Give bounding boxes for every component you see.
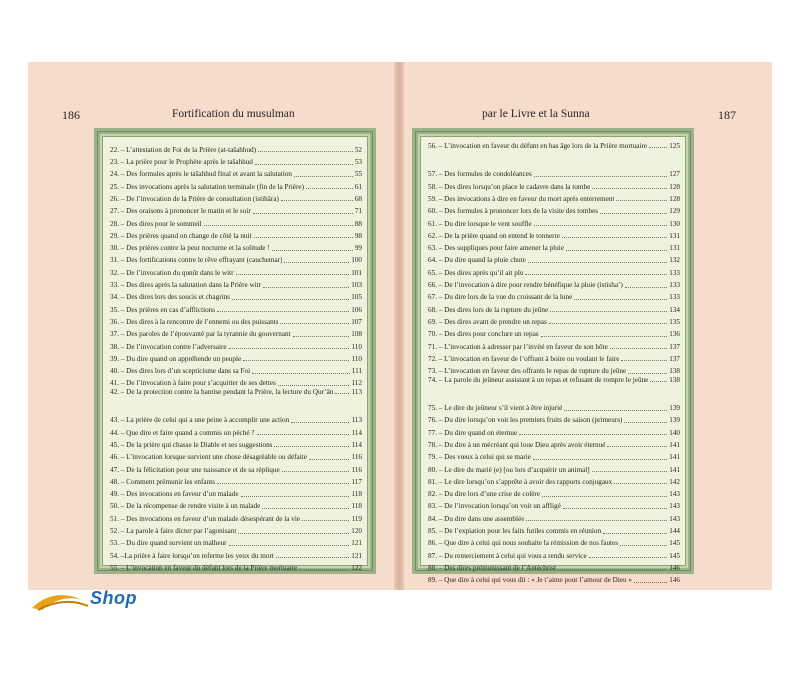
toc-entry-page: 138 [669, 367, 680, 376]
toc-leader-dots [542, 496, 667, 497]
toc-entry-page: 140 [669, 428, 680, 437]
toc-leader-dots [255, 164, 353, 165]
toc-entry [428, 536, 680, 548]
toc-entry-page: 141 [669, 465, 680, 474]
toc-entry-page: 106 [351, 305, 362, 314]
toc-leader-dots [294, 176, 353, 177]
toc-entry-page: 121 [351, 539, 362, 548]
toc-entry-page: 127 [669, 170, 680, 179]
toc-entry-title: 61. – Du dire lorsque le vent souffle [428, 219, 532, 228]
toc-entry-page: 143 [669, 502, 680, 511]
toc-entry-title: 31. – Des fortifications contre le rêve effrayant (cauchemar) [110, 256, 283, 265]
toc-entry-title: 86. – Que dire à celui qui nous souhaite la rémission de nos fautes [428, 539, 619, 548]
toc-entry-page: 145 [669, 551, 680, 560]
toc-entry [428, 376, 680, 401]
toc-entry [428, 511, 680, 523]
toc-leader-dots [607, 446, 667, 447]
toc-entry [110, 548, 362, 560]
toc-entry-title: 53. – Du dire quand survient un malheur [110, 539, 227, 548]
toc-entry [428, 290, 680, 302]
toc-leader-dots [566, 250, 667, 251]
toc-leader-dots [616, 200, 667, 201]
toc-entry [110, 142, 362, 154]
toc-entry-title: 39. – Du dire quand on appréhende un peuple [110, 354, 242, 363]
toc-entry-page: 114 [351, 440, 362, 449]
toc-leader-dots [274, 446, 349, 447]
toc-entry-page: 114 [351, 428, 362, 437]
toc-entry-title: 54. –La prière à faire lorsqu’on referme les yeux du mort [110, 551, 274, 560]
toc-entry-title: 44. – Que dire et faire quand a commis un péché ? [110, 428, 255, 437]
toc-leader-dots [241, 496, 350, 497]
toc-entry-page: 122 [351, 563, 362, 572]
toc-leader-dots [232, 299, 349, 300]
toc-entry-page: 130 [669, 219, 680, 228]
toc-entry-page: 116 [351, 453, 362, 462]
toc-leader-dots [526, 520, 667, 521]
toc-entry-title: 56. – L’invocation en faveur du défunt en bas âge lors de la Prière mortuaire [428, 142, 648, 150]
toc-entry-page: 112 [351, 379, 362, 388]
toc-entry [428, 265, 680, 277]
toc-entry-page: 136 [669, 330, 680, 339]
toc-leader-dots [282, 471, 350, 472]
toc-leader-dots [217, 483, 349, 484]
toc-entry-page: 99 [354, 244, 362, 253]
toc-leader-dots [238, 533, 349, 534]
toc-entry-page: 141 [669, 453, 680, 462]
toc-entry-page: 117 [351, 477, 362, 486]
toc-entry-title: 37. – Des paroles de l’épouvanté par la tyrannie du gouvernant [110, 330, 291, 339]
toc-entry-page: 118 [351, 502, 362, 511]
left-page-number: 186 [62, 108, 80, 122]
toc-leader-dots [603, 533, 667, 534]
toc-entry [110, 179, 362, 191]
toc-entry-title: 42. – De la protection contre la hantise pendant la Prière, la lecture du Qur’ân [110, 387, 334, 396]
toc-entry [428, 216, 680, 228]
toc-entry [428, 400, 680, 412]
toc-entry [110, 314, 362, 326]
toc-leader-dots [562, 237, 667, 238]
toc-entry [428, 462, 680, 474]
toc-entry-page: 103 [351, 281, 362, 290]
toc-leader-dots [589, 557, 668, 558]
toc-leader-dots [564, 410, 667, 411]
toc-entry-title: 88. – Des dires prémunissant de l’Antéchrist [428, 563, 556, 572]
toc-leader-dots [253, 213, 353, 214]
toc-entry-page: 131 [669, 231, 680, 240]
toc-entry-page: 120 [351, 527, 362, 536]
toc-entry [110, 216, 362, 228]
toc-entry-title: 27. – Des oraisons à prononcer le matin et le soir [110, 207, 251, 216]
toc-entry-title: 75. – Le dire du jeûneur s’il vient à être injurié [428, 404, 563, 413]
toc-leader-dots [258, 151, 353, 152]
toc-entry-page: 119 [351, 514, 362, 523]
toc-entry [428, 572, 680, 584]
toc-entry [428, 351, 680, 363]
toc-entry [428, 474, 680, 486]
toc-entry [428, 413, 680, 425]
toc-leader-dots [276, 557, 349, 558]
toc-entry-page: 137 [669, 342, 680, 351]
toc-entry-title: 49. – Des invocations en faveur d’un malade [110, 490, 239, 499]
toc-entry [428, 363, 680, 375]
toc-leader-dots [262, 508, 349, 509]
toc-entry-page: 113 [351, 387, 362, 396]
toc-entry-title: 28. – Des dires pour le sommeil [110, 219, 202, 228]
toc-entry [428, 523, 680, 535]
toc-leader-dots [229, 545, 350, 546]
toc-entry [110, 302, 362, 314]
toc-entry-page: 68 [354, 195, 362, 203]
toc-entry-page: 55 [354, 170, 362, 179]
toc-leader-dots [592, 188, 667, 189]
toc-leader-dots [610, 348, 667, 349]
toc-entry-title: 89. – Que dire à celui qui vous dit : « Je t’aime pour l’amour de Dieu » [428, 576, 632, 585]
toc-leader-dots [278, 385, 350, 386]
toc-leader-dots [549, 323, 667, 324]
toc-entry-page: 71 [354, 207, 362, 216]
toc-entry-title: 22. – L’attestation de Foi de la Prière (at-tašahhud) [110, 145, 257, 154]
shop-logo-text: Shop [90, 588, 137, 608]
toc-entry [110, 425, 362, 437]
toc-leader-dots [600, 213, 667, 214]
toc-entry-title: 52. – La parole à faire dicter par l’agonisant [110, 527, 237, 536]
toc-entry-page: 137 [669, 354, 680, 363]
toc-entry-page: 133 [669, 268, 680, 277]
toc-entry-page: 146 [669, 576, 680, 585]
toc-entry-page: 142 [669, 477, 680, 486]
toc-entry-title: 68. – Des dires lors de la rupture du jeûne [428, 305, 549, 314]
toc-entry-page: 52 [354, 145, 362, 154]
toc-leader-dots [291, 422, 349, 423]
toc-entry [428, 240, 680, 252]
toc-entry [110, 511, 362, 523]
toc-entry-page: 121 [351, 551, 362, 560]
toc-leader-dots [628, 373, 667, 374]
toc-entry-title: 25. – Des invocations après la salutation terminale (fin de la Prière) [110, 182, 304, 191]
toc-leader-dots [299, 569, 349, 570]
toc-entry [110, 351, 362, 363]
toc-entry-page: 131 [669, 244, 680, 253]
right-running-title: par le Livre et la Sunna [482, 108, 590, 120]
toc-entry [428, 560, 680, 572]
toc-entry-page: 125 [669, 142, 680, 150]
toc-entry-title: 67. – Du dire lors de la vue du croissant de la lune [428, 293, 573, 302]
toc-leader-dots [634, 582, 667, 583]
left-running-title: Fortification du musulman [172, 108, 295, 120]
toc-leader-dots [281, 200, 353, 201]
toc-entry-title: 85. – De l’expiation pour les faits futiles commis en réunion [428, 527, 602, 536]
toc-entry-page: 61 [354, 182, 362, 191]
toc-entry-page: 134 [669, 305, 680, 314]
right-toc-list [428, 142, 680, 585]
toc-entry [428, 326, 680, 338]
toc-entry-title: 84. – Du dire dans une assemblée [428, 514, 525, 523]
toc-entry-title: 62. – De la prière quand on entend le tonnerre [428, 231, 561, 240]
toc-entry-page: 143 [669, 490, 680, 499]
toc-entry-title: 60. – Des formules à prononcer lors de la visite des tombes [428, 207, 599, 216]
toc-entry [110, 462, 362, 474]
toc-entry-title: 29. – Des prières quand on change de côté la nuit [110, 231, 252, 240]
toc-entry-title: 77. – Du dire quand on éternue [428, 428, 518, 437]
toc-entry-title: 50. – De la récompense de rendre visite à un malade [110, 502, 261, 511]
toc-entry [110, 228, 362, 240]
toc-leader-dots [614, 483, 667, 484]
toc-entry-page: 107 [351, 317, 362, 326]
toc-entry [110, 167, 362, 179]
toc-entry [428, 339, 680, 351]
toc-entry-page: 141 [669, 440, 680, 449]
toc-entry-title: 74. – La parole du jeûneur assistant à un repas et refusant de rompre le jeûne [428, 375, 649, 384]
toc-entry [428, 314, 680, 326]
toc-leader-dots [525, 274, 667, 275]
right-page-number: 187 [718, 108, 736, 122]
toc-entry-title: 78. – Du dire à un mécréant qui loue Dieu après avoir éternué [428, 440, 606, 449]
toc-entry-title: 33. – Des dires après la salutation dans la Prière witr [110, 281, 262, 290]
toc-leader-dots [574, 299, 667, 300]
toc-leader-dots [252, 373, 350, 374]
toc-leader-dots [558, 569, 667, 570]
toc-entry-page: 128 [669, 182, 680, 191]
toc-leader-dots [620, 545, 667, 546]
toc-leader-dots [541, 336, 668, 337]
toc-entry [110, 326, 362, 338]
toc-entry [428, 302, 680, 314]
toc-entry [110, 499, 362, 511]
toc-entry-page: 129 [669, 207, 680, 216]
toc-entry-title: 64. – Du dire quand la pluie chute [428, 256, 526, 265]
toc-leader-dots [519, 434, 667, 435]
toc-entry [428, 486, 680, 498]
toc-entry-page: 100 [351, 256, 362, 265]
toc-leader-dots [236, 274, 350, 275]
toc-entry-page: 105 [351, 293, 362, 302]
toc-entry-page: 116 [351, 465, 362, 474]
book-spine [394, 62, 404, 590]
toc-leader-dots [243, 360, 349, 361]
toc-leader-dots [533, 459, 667, 460]
toc-entry-title: 43. – La prière de celui qui a une peine à accomplir une action [110, 416, 290, 425]
toc-entry-title: 72. – L’invocation en faveur de l’offrant à boire ou voulant le faire [428, 354, 620, 363]
toc-entry-title: 57. – Des formules de condoléances [428, 170, 532, 179]
toc-entry-title: 71. – L’invocation à adresser par l’invité en faveur de son hôte [428, 342, 608, 351]
toc-entry [428, 228, 680, 240]
toc-entry-title: 66. – De l’invocation à dire pour rendre bénéfique la pluie (istisha’) [428, 281, 623, 290]
toc-leader-dots [254, 237, 353, 238]
right-toc-frame [412, 128, 694, 585]
toc-leader-dots [263, 287, 349, 288]
toc-entry [110, 413, 362, 425]
toc-entry-title: 35. – Des prières en cas d’afflictions [110, 305, 216, 314]
toc-entry-page: 132 [669, 256, 680, 265]
toc-entry [110, 290, 362, 302]
toc-entry-title: 23. – La prière pour le Prophète après le tašahhud [110, 158, 253, 167]
toc-entry [428, 191, 680, 203]
toc-entry [110, 536, 362, 548]
toc-entry-title: 47. – De la félicitation pour une naissance et de sa réplique [110, 465, 280, 474]
toc-entry-title: 69. – Des dires avant de prendre un repas [428, 317, 547, 326]
toc-entry [428, 179, 680, 191]
toc-entry-title: 26. – De l’invocation de la Prière de consultation (istihâra) [110, 195, 279, 203]
toc-entry [428, 277, 680, 289]
toc-entry [110, 486, 362, 498]
toc-entry-title: 41. – De l’invocation à faire pour s’acquitter de ses dettes [110, 379, 276, 388]
toc-leader-dots [649, 147, 667, 148]
toc-leader-dots [204, 225, 353, 226]
toc-entry [110, 154, 362, 166]
toc-entry [110, 265, 362, 277]
toc-leader-dots [257, 434, 350, 435]
toc-entry-page: 135 [669, 317, 680, 326]
toc-entry-page: 101 [351, 268, 362, 277]
toc-entry [428, 548, 680, 560]
toc-entry-title: 82. – Du dire lors d’une crise de colère [428, 490, 540, 499]
toc-entry-title: 81. – Le dire lorsqu’on s’apprête à avoir des rapports conjugaux [428, 477, 613, 486]
toc-leader-dots [625, 287, 667, 288]
toc-leader-dots [280, 323, 349, 324]
toc-entry-title: 38. – De l’invocation contre l’adversaire [110, 342, 227, 351]
toc-entry [428, 167, 680, 179]
toc-entry-title: 48. – Comment prémunir les enfants [110, 477, 215, 486]
toc-entry-page: 110 [351, 354, 362, 363]
toc-entry-page: 108 [351, 330, 362, 339]
toc-entry-title: 45. – De la prière qui chasse le Diable et ses suggestions [110, 440, 273, 449]
toc-entry-page: 146 [669, 563, 680, 572]
toc-entry-page: 113 [351, 416, 362, 425]
toc-entry [110, 437, 362, 449]
toc-entry-title: 32. – De l’invocation du qunût dans le witr [110, 268, 234, 277]
toc-entry [428, 499, 680, 511]
toc-entry [428, 449, 680, 461]
toc-entry-title: 51. – Des invocations en faveur d’un malade désespérant de la vie [110, 514, 301, 523]
toc-entry-page: 53 [354, 158, 362, 167]
toc-entry-page: 98 [354, 231, 362, 240]
toc-entry [428, 142, 680, 167]
toc-entry-title: 70. – Des dires pour conclure un repas [428, 330, 539, 339]
toc-leader-dots [621, 360, 667, 361]
toc-entry-page: 138 [669, 375, 680, 384]
toc-leader-dots [306, 188, 353, 189]
toc-entry-page: 133 [669, 281, 680, 290]
toc-entry-title: 59. – Des invocations à dire en faveur du mort après enterrement [428, 195, 615, 203]
toc-entry-page: 139 [669, 416, 680, 425]
toc-entry [110, 277, 362, 289]
toc-entry [110, 191, 362, 203]
toc-entry [428, 203, 680, 215]
toc-leader-dots [229, 348, 350, 349]
toc-leader-dots [217, 311, 349, 312]
toc-entry-page: 143 [669, 514, 680, 523]
toc-leader-dots [592, 471, 668, 472]
toc-entry-page: 110 [351, 342, 362, 351]
toc-entry-page: 144 [669, 527, 680, 536]
toc-entry-title: 34. – Des dires lors des soucis et chagrins [110, 293, 230, 302]
toc-entry-title: 40. – Des dires lors d’un scepticisme dans sa Foi [110, 367, 251, 376]
toc-leader-dots [534, 225, 668, 226]
toc-leader-dots [335, 393, 349, 394]
toc-leader-dots [624, 422, 667, 423]
toc-leader-dots [650, 381, 667, 382]
toc-entry [110, 339, 362, 351]
toc-entry-title: 58. – Des dires lorsqu’on place le cadavre dans la tombe [428, 182, 591, 191]
toc-entry [110, 449, 362, 461]
toc-entry [110, 388, 362, 413]
toc-leader-dots [293, 336, 350, 337]
toc-entry-title: 55. – L’invocation en faveur du défunt lors de la Prière mortuaire [110, 563, 298, 572]
toc-leader-dots [272, 250, 353, 251]
toc-leader-dots [309, 459, 350, 460]
toc-entry-title: 76. – Du dire lorsqu’on voit les premiers fruits de saison (primeurs) [428, 416, 623, 425]
toc-entry [428, 437, 680, 449]
toc-leader-dots [284, 262, 349, 263]
toc-entry [110, 240, 362, 252]
toc-entry-title: 87. – Du remerciement à celui qui vous a rendu service [428, 551, 587, 560]
toc-entry [428, 253, 680, 265]
toc-leader-dots [563, 508, 667, 509]
toc-entry-page: 139 [669, 404, 680, 413]
left-toc-frame [94, 128, 376, 574]
toc-entry-title: 24. – Des formules après le tašahhud final et avant la salutation [110, 170, 293, 179]
toc-entry-title: 83. – De l’invocation lorsqu’on voit un affligé [428, 502, 561, 511]
toc-entry [110, 203, 362, 215]
toc-leader-dots [302, 520, 349, 521]
toc-entry-page: 88 [354, 219, 362, 228]
toc-entry-title: 79. – Des vœux à celui qui se marie [428, 453, 531, 462]
toc-entry-page: 128 [669, 195, 680, 203]
toc-entry-title: 46. – L’invocation lorsque survient une chose désagréable ou défaite [110, 453, 307, 462]
toc-entry-page: 145 [669, 539, 680, 548]
toc-entry-title: 63. – Des suppliques pour faire amener la pluie [428, 244, 564, 253]
toc-entry-title: 36. – Des dires à la rencontre de l’ennemi ou des puissants [110, 317, 279, 326]
toc-entry-page: 133 [669, 293, 680, 302]
toc-entry-title: 73. – L’invocation en faveur des offrants le repas de rupture du jeûne [428, 367, 627, 376]
toc-entry [110, 474, 362, 486]
toc-entry [110, 363, 362, 375]
toc-entry [428, 425, 680, 437]
toc-entry-page: 118 [351, 490, 362, 499]
toc-entry [110, 253, 362, 265]
toc-leader-dots [528, 262, 667, 263]
toc-entry [110, 376, 362, 388]
toc-leader-dots [534, 176, 667, 177]
toc-entry [110, 523, 362, 535]
toc-entry-title: 80. – Le dire du marié (e) [ou lors d’acquérir un animal] [428, 465, 590, 474]
toc-leader-dots [550, 311, 667, 312]
toc-entry-title: 65. – Des dires après qu’il ait plu [428, 268, 524, 277]
toc-entry-title: 30. – Des prières contre la peur nocturne et la solitude ! [110, 244, 270, 253]
toc-entry [110, 560, 362, 572]
left-toc-list [110, 142, 362, 572]
toc-entry-page: 111 [351, 367, 362, 376]
